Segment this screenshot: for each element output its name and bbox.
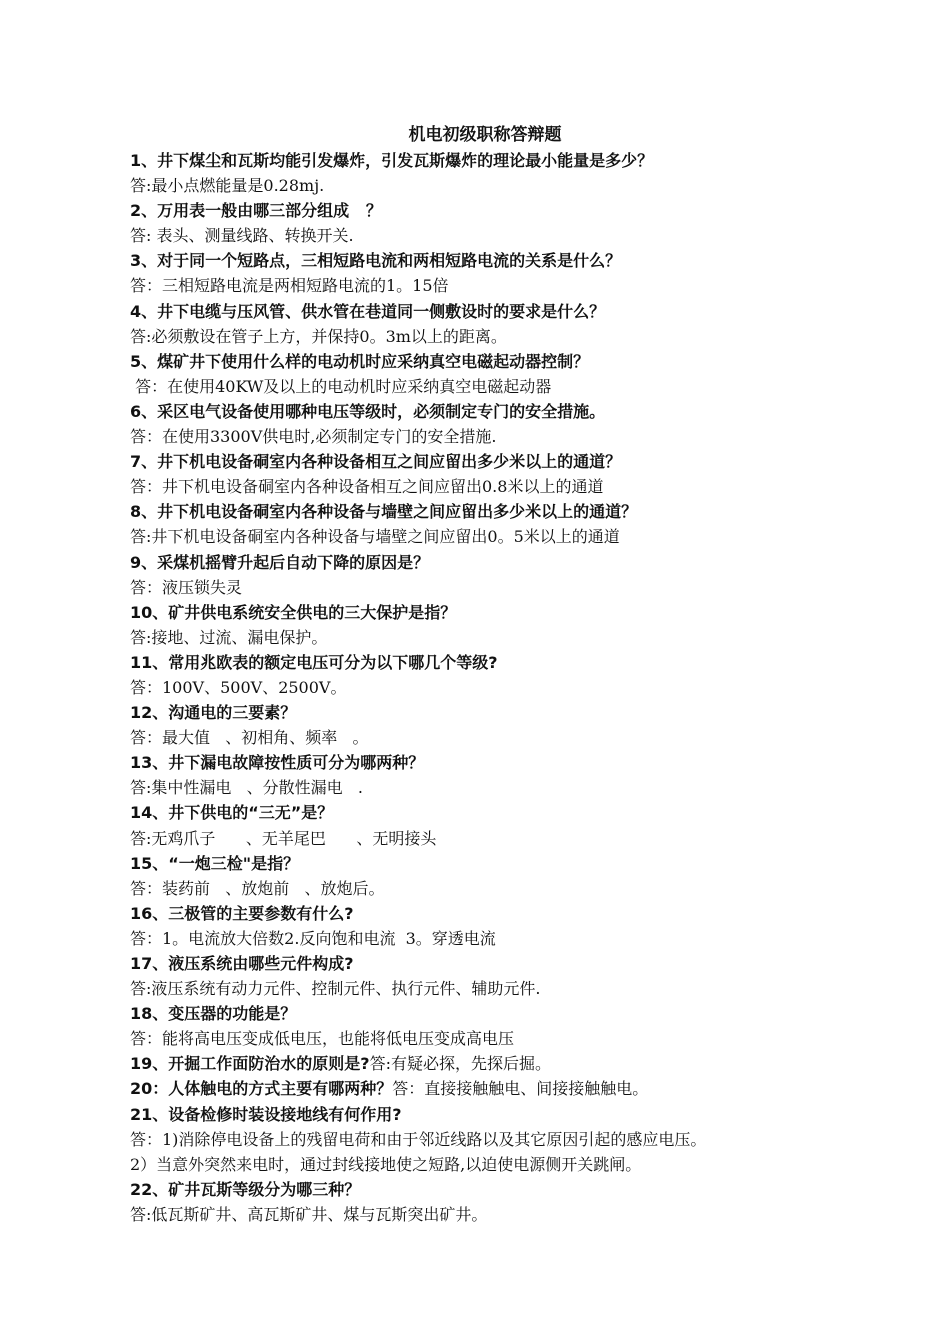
answer-line: 答：最大值 、初相角、频率 。: [130, 728, 369, 748]
answer-text: 答：直接接触触电、间接接触触电。: [392, 1079, 649, 1099]
question-line: 6、采区电气设备使用哪种电压等级时，必须制定专门的安全措施。: [130, 401, 606, 421]
answer-line: 答:液压系统有动力元件、控制元件、执行元件、辅助元件.: [130, 979, 541, 999]
answer-line: 答:必须敷设在管子上方，并保持0。3m以上的距离。: [130, 326, 507, 346]
document-title: 机电初级职称答辩题: [408, 125, 562, 145]
question-line: 1、井下煤尘和瓦斯均能引发爆炸，引发瓦斯爆炸的理论最小能量是多少？: [130, 151, 654, 170]
question-line: 4、井下电缆与压风管、供水管在巷道同一侧敷设时的要求是什么？: [130, 301, 606, 321]
question-text: 19、开掘工作面防治水的原则是?: [130, 1054, 370, 1074]
answer-line: 答:无鸡爪子 、无羊尾巴 、无明接头: [130, 828, 437, 848]
document-page: [130, 122, 830, 1227]
question-line: 3、对于同一个短路点，三相短路电流和两相短路电流的关系是什么？: [130, 251, 622, 271]
question-answer-line: [130, 1076, 830, 1101]
answer-line: 答：100V、500V、2500V。: [130, 677, 347, 697]
answer-line: 答：1。电流放大倍数2.反向饱和电流 3。穿透电流: [130, 928, 496, 948]
answer-line: 答:最小点燃能量是0.28mj.: [130, 176, 325, 196]
answer-line: 答:井下机电设备硐室内各种设备与墙壁之间应留出0。5米以上的通道: [130, 527, 620, 547]
question-text: 20：人体触电的方式主要有哪两种？: [130, 1079, 393, 1099]
answer-text: 答:有疑必探，先探后掘。: [369, 1054, 551, 1074]
question-line: 15、“一炮三检"是指？: [130, 853, 300, 873]
answer-line: 答：装药前 、放炮前 、放炮后。: [130, 878, 385, 898]
question-line: 11、常用兆欧表的额定电压可分为以下哪几个等级?: [130, 652, 498, 672]
answer-line: 答:集中性漏电 、分散性漏电 .: [130, 778, 363, 798]
question-line: 16、三极管的主要参数有什么?: [130, 903, 354, 923]
question-line: 2、万用表一般由哪三部分组成 ？: [130, 201, 382, 221]
qa-list: [130, 148, 830, 1227]
answer-line: 答：在使用3300V供电时,必须制定专门的安全措施.: [130, 427, 497, 447]
answer-line: 2）当意外突然来电时，通过封线接地使之短路,以迫使电源侧开关跳闸。: [130, 1154, 642, 1174]
answer-line: 答：三相短路电流是两相短路电流的1。15倍: [130, 276, 449, 296]
question-line: 5、煤矿井下使用什么样的电动机时应采纳真空电磁起动器控制？: [130, 351, 590, 371]
answer-line: 答：能将高电压变成低电压，也能将低电压变成高电压: [130, 1029, 515, 1049]
answer-line: 答：液压锁失灵: [130, 577, 243, 597]
answer-line: 答: 表头、测量线路、转换开关.: [130, 226, 354, 246]
question-line: 9、采煤机摇臂升起后自动下降的原因是？: [130, 552, 430, 572]
question-answer-line: [130, 1051, 830, 1076]
question-line: 7、井下机电设备硐室内各种设备相互之间应留出多少米以上的通道？: [130, 452, 622, 472]
question-line: 22、矿井瓦斯等级分为哪三种？: [130, 1179, 361, 1199]
question-line: 17、液压系统由哪些元件构成?: [130, 954, 354, 973]
question-line: 10、矿井供电系统安全供电的三大保护是指？: [130, 602, 457, 622]
question-line: 14、井下供电的“三无”是？: [130, 803, 334, 823]
answer-line: 答:低瓦斯矿井、高瓦斯矿井、煤与瓦斯突出矿井。: [130, 1204, 488, 1224]
question-line: 21、设备检修时装设接地线有何作用?: [130, 1104, 402, 1124]
question-line: 13、井下漏电故障按性质可分为哪两种？: [130, 753, 425, 773]
question-line: 18、变压器的功能是？: [130, 1004, 297, 1024]
answer-line: 答：井下机电设备硐室内各种设备相互之间应留出0.8米以上的通道: [130, 477, 604, 497]
answer-line: 答：在使用40KW及以上的电动机时应采纳真空电磁起动器: [130, 376, 552, 396]
answer-line: 答:接地、过流、漏电保护。: [130, 627, 328, 647]
question-line: 12、沟通电的三要素？: [130, 703, 297, 723]
answer-line: 答：1)消除停电设备上的残留电荷和由于邻近线路以及其它原因引起的感应电压。: [130, 1129, 707, 1149]
question-line: 8、井下机电设备硐室内各种设备与墙壁之间应留出多少米以上的通道？: [130, 502, 638, 522]
